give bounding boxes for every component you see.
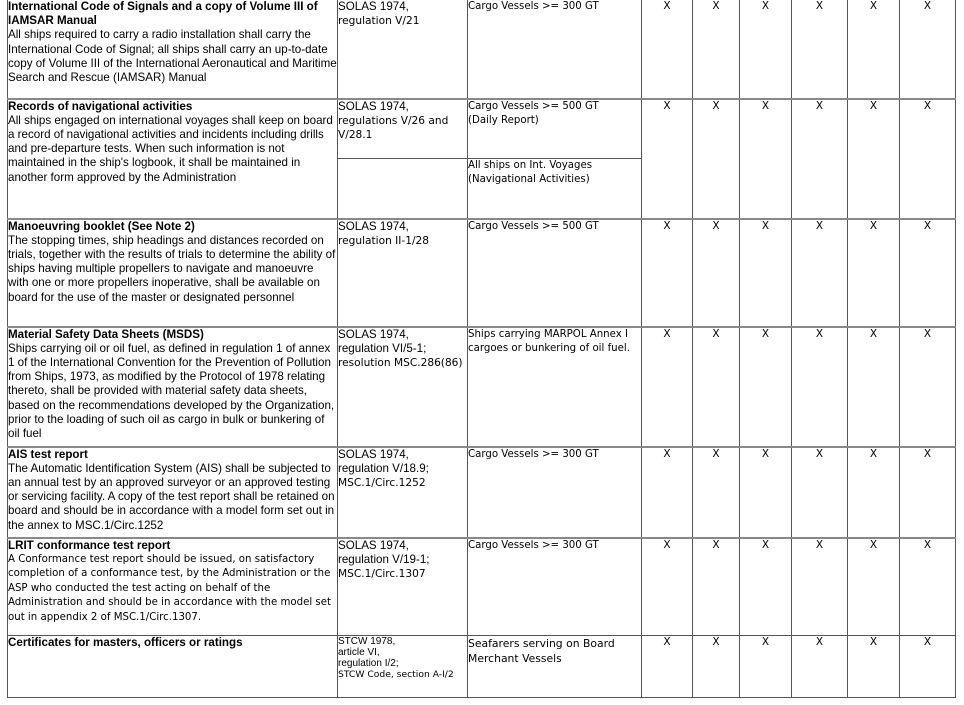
document-description: Ships carrying oil or oil fuel, as defined in regulation 1 of annex 1 of the International Convention for the Prevention of Pollution from Ships, 1973, as modified by the Protocol of 1978 relating thereto, shall be provided with material safety data sheets, based on the recommendations developed by the Organization, prior to the loading of such oil as cargo in bulk or bunkering of oil fuel <box>8 341 335 440</box>
applicability-line: Cargo Vessels >= 300 GT <box>468 448 599 460</box>
reference-line: SOLAS 1974, <box>338 99 409 113</box>
applicability-line: Cargo Vessels >= 300 GT <box>468 539 599 551</box>
mark-cell: X <box>792 538 848 636</box>
mark-cell: X <box>740 219 792 327</box>
mark-cell: X <box>900 219 956 327</box>
reference-cell-empty <box>338 159 468 219</box>
document-description: The stopping times, ship headings and distances recorded on trials, together with the results of trials to determine the ability of ships having multiple propellers to navigate and manoeuvre with one or more propellers inoperative, shall be available on board for the use of the master or designated personnel <box>8 233 336 304</box>
reference-line: MSC.1/Circ.1252 <box>338 476 426 489</box>
applicability-line: (Navigational Activities) <box>468 174 590 186</box>
table-row <box>8 99 956 159</box>
mark-cell: X <box>642 0 693 99</box>
mark-cell: X <box>792 636 848 698</box>
mark-cell: X <box>848 219 900 327</box>
mark-cell: X <box>792 99 848 219</box>
mark-cell: X <box>693 538 740 636</box>
table-row <box>8 636 956 698</box>
reference-line: regulation V/18.9; <box>338 461 429 475</box>
reference-line: regulation VI/5-1; <box>338 341 427 355</box>
mark-cell: X <box>740 99 792 219</box>
reference-line: MSC.1/Circ.1307 <box>338 567 426 580</box>
document-title: Manoeuvring booklet (See Note 2) <box>8 219 195 233</box>
mark-cell: X <box>642 636 693 698</box>
document-description: All ships engaged on international voyages shall keep on board a record of navigational activities and incidents including drills and pre-departure tests. When such information is not maintained in the ship's logbook, it shall be maintained in another form approved by the Administration <box>8 113 333 184</box>
mark-cell: X <box>792 0 848 99</box>
reference-cell <box>338 447 468 538</box>
mark-cell: X <box>848 0 900 99</box>
mark-cell: X <box>900 447 956 538</box>
reference-line: V/28.1 <box>338 128 373 141</box>
applicability-line: Cargo Vessels >= 500 GT <box>468 100 599 112</box>
mark-cell: X <box>693 447 740 538</box>
reference-line: article VI, <box>338 647 380 658</box>
mark-cell: X <box>792 447 848 538</box>
reference-line: regulation V/19-1; <box>338 552 430 566</box>
mark-cell: X <box>642 447 693 538</box>
mark-cell: X <box>642 538 693 636</box>
reference-line: regulations V/26 and <box>338 114 449 127</box>
applicability-cell <box>468 636 642 698</box>
mark-cell: X <box>693 219 740 327</box>
regulations-table <box>7 0 956 698</box>
reference-line: regulation II-1/28 <box>338 234 430 247</box>
reference-cell <box>338 636 468 698</box>
reference-line: SOLAS 1974, <box>338 538 409 552</box>
document-description: The Automatic Identification System (AIS) shall be subjected to an annual test by an approved surveyor or an approved testing or servicing facility. A copy of the test report shall be retained on board and should be in accordance with a model form set out in the annex to MSC.1/Circ.1252 <box>8 461 335 532</box>
mark-cell: X <box>900 636 956 698</box>
mark-cell: X <box>740 636 792 698</box>
document-title: Certificates for masters, officers or ratings <box>8 636 243 649</box>
applicability-cell <box>468 538 642 636</box>
document-description-cell <box>8 327 338 447</box>
mark-cell: X <box>642 99 693 219</box>
applicability-cell <box>468 0 642 99</box>
table-row <box>8 538 956 636</box>
mark-cell: X <box>740 447 792 538</box>
reference-line: SOLAS 1974, <box>338 219 409 233</box>
mark-cell: X <box>792 327 848 447</box>
applicability-cell <box>468 327 642 447</box>
mark-cell: X <box>848 327 900 447</box>
applicability-line: Seafarers serving on Board <box>468 637 615 650</box>
mark-cell: X <box>900 99 956 219</box>
document-description: A Conformance test report should be issued, on satisfactory completion of a conformance test, by the Administration or the ASP who conducted the test acting on behalf of the Administration and should be in accordance with the model set out in appendix 2 of MSC.1/Circ.1307. <box>8 553 331 624</box>
table-row <box>8 0 956 99</box>
applicability-line: cargoes or bunkering of oil fuel. <box>468 342 630 354</box>
applicability-cell <box>468 219 642 327</box>
mark-cell: X <box>642 327 693 447</box>
document-description-cell <box>8 636 338 698</box>
mark-cell: X <box>693 636 740 698</box>
document-title: AIS test report <box>8 447 88 461</box>
mark-cell: X <box>848 538 900 636</box>
document-description: All ships required to carry a radio installation shall carry the International Code of Signal; all ships shall carry an up-to-date copy of Volume III of the International Aeronautical and Maritime Search and Rescue (IAMSAR) Manual <box>8 28 337 85</box>
reference-line: regulation I/2; <box>338 658 399 669</box>
document-description-cell <box>8 219 338 327</box>
document-title: International Code of Signals and a copy of Volume III of IAMSAR Manual <box>8 0 318 28</box>
table-row <box>8 447 956 538</box>
mark-cell: X <box>740 327 792 447</box>
reference-line: STCW 1978, <box>338 636 396 647</box>
reference-line: STCW Code, section A-I/2 <box>338 669 454 680</box>
applicability-line: All ships on Int. Voyages <box>468 160 593 171</box>
applicability-line: Cargo Vessels >= 300 GT <box>468 1 599 12</box>
applicability-cell <box>468 447 642 538</box>
document-description-cell <box>8 99 338 219</box>
reference-cell <box>338 538 468 636</box>
reference-line: resolution MSC.286(86) <box>338 356 463 369</box>
applicability-cell <box>468 99 642 159</box>
mark-cell: X <box>900 538 956 636</box>
document-description-cell <box>8 447 338 538</box>
mark-cell: X <box>848 447 900 538</box>
reference-cell <box>338 327 468 447</box>
reference-line: SOLAS 1974, <box>338 447 409 461</box>
table-row <box>8 327 956 447</box>
mark-cell: X <box>693 327 740 447</box>
mark-cell: X <box>693 99 740 219</box>
mark-cell: X <box>693 0 740 99</box>
applicability-line: (Daily Report) <box>468 114 539 126</box>
document-title: Records of navigational activities <box>8 99 193 113</box>
mark-cell: X <box>642 219 693 327</box>
applicability-cell <box>468 159 642 219</box>
document-title: Material Safety Data Sheets (MSDS) <box>8 327 204 341</box>
reference-cell <box>338 0 468 99</box>
mark-cell: X <box>792 219 848 327</box>
applicability-line: Ships carrying MARPOL Annex I <box>468 328 628 340</box>
document-description-cell <box>8 0 338 99</box>
applicability-line: Cargo Vessels >= 500 GT <box>468 220 599 232</box>
reference-line: SOLAS 1974, <box>338 0 409 13</box>
mark-cell: X <box>848 636 900 698</box>
mark-cell: X <box>848 99 900 219</box>
reference-cell <box>338 99 468 159</box>
document-description-cell <box>8 538 338 636</box>
mark-cell: X <box>900 327 956 447</box>
document-title: LRIT conformance test report <box>8 538 171 552</box>
mark-cell: X <box>740 538 792 636</box>
mark-cell: X <box>900 0 956 99</box>
mark-cell: X <box>740 0 792 99</box>
reference-line: SOLAS 1974, <box>338 327 409 341</box>
table-row <box>8 219 956 327</box>
reference-line: regulation V/21 <box>338 15 420 27</box>
reference-cell <box>338 219 468 327</box>
applicability-line: Merchant Vessels <box>468 652 562 665</box>
